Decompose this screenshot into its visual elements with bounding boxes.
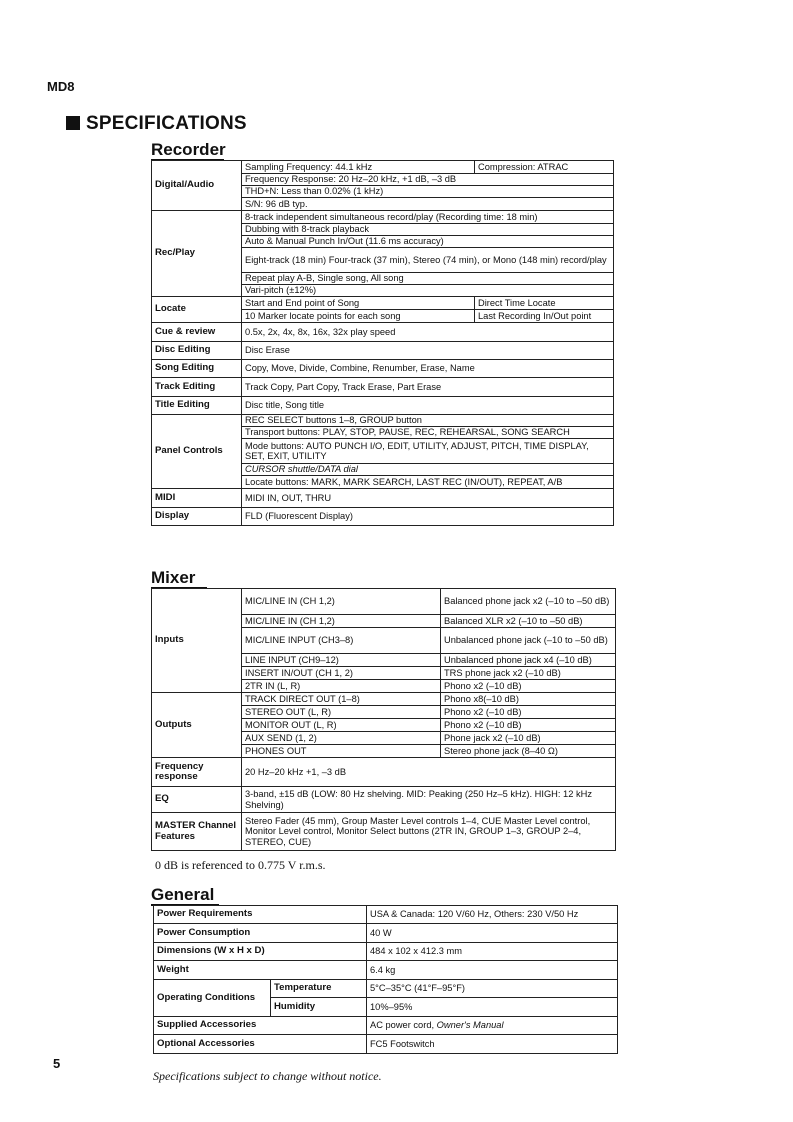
temperature-value: 5°C–35°C (41°F–95°F) [367, 980, 618, 998]
general-heading: General [151, 885, 215, 904]
song-editing-label: Song Editing [152, 360, 242, 378]
temperature-label: Temperature [271, 980, 367, 998]
output-name: AUX SEND (1, 2) [242, 732, 441, 745]
reference-note: 0 dB is referenced to 0.775 V r.m.s. [155, 858, 326, 872]
input-name: MIC/LINE IN (CH 1,2) [242, 589, 441, 615]
signal-to-noise: S/N: 96 dB typ. [242, 198, 614, 211]
weight-value: 6.4 kg [367, 961, 618, 980]
power-requirements-value: USA & Canada: 120 V/60 Hz, Others: 230 V/50 Hz [367, 906, 618, 924]
section-title [66, 113, 247, 135]
output-name: TRACK DIRECT OUT (1–8) [242, 693, 441, 706]
output-value: Phone jack x2 (–10 dB) [441, 732, 616, 745]
output-value: Phono x8(–10 dB) [441, 693, 616, 706]
input-value: TRS phone jack x2 (–10 dB) [441, 667, 616, 680]
power-consumption-label: Power Consumption [154, 924, 367, 943]
display-value: FLD (Fluorescent Display) [242, 508, 614, 526]
output-name: PHONES OUT [242, 745, 441, 758]
input-name: LINE INPUT (CH9–12) [242, 654, 441, 667]
locate-start-end: Start and End point of Song [242, 297, 475, 310]
panel-controls-label: Panel Controls [152, 415, 242, 489]
disc-editing-label: Disc Editing [152, 342, 242, 360]
disc-editing-value: Disc Erase [242, 342, 614, 360]
eq-label: EQ [152, 787, 242, 813]
digital-audio-label: Digital/Audio [152, 161, 242, 211]
inputs-label: Inputs [152, 589, 242, 693]
humidity-value: 10%–95% [367, 998, 618, 1017]
rec-play-item: Vari-pitch (±12%) [242, 285, 614, 297]
input-value: Phono x2 (–10 dB) [441, 680, 616, 693]
supplied-accessories-plain: AC power cord, [370, 1020, 437, 1031]
square-bullet-icon [66, 116, 80, 130]
track-editing-value: Track Copy, Part Copy, Track Erase, Part Erase [242, 378, 614, 397]
rec-play-item: 8-track independent simultaneous record/play (Recording time: 18 min) [242, 211, 614, 224]
page-number: 5 [53, 1056, 61, 1071]
thd: THD+N: Less than 0.02% (1 kHz) [242, 186, 614, 198]
panel-mode: Mode buttons: AUTO PUNCH I/O, EDIT, UTILITY, ADJUST, PITCH, TIME DISPLAY, SET, EXIT, UTILITY [242, 439, 614, 464]
title-editing-label: Title Editing [152, 397, 242, 415]
dimensions-label: Dimensions (W x H x D) [154, 943, 367, 961]
midi-label: MIDI [152, 489, 242, 508]
mixer-heading: Mixer [151, 568, 196, 587]
output-value: Phono x2 (–10 dB) [441, 719, 616, 732]
model-label: MD8 [47, 79, 75, 94]
rec-play-item: Auto & Manual Punch In/Out (11.6 ms accuracy) [242, 236, 614, 248]
output-value: Phono x2 (–10 dB) [441, 706, 616, 719]
power-consumption-value: 40 W [367, 924, 618, 943]
rec-play-label: Rec/Play [152, 211, 242, 297]
supplied-accessories-value [367, 1017, 618, 1035]
humidity-label: Humidity [271, 998, 367, 1017]
output-value: Stereo phone jack (8–40 Ω) [441, 745, 616, 758]
input-value: Unbalanced phone jack x4 (–10 dB) [441, 654, 616, 667]
section-title-text: SPECIFICATIONS [86, 113, 247, 134]
output-name: MONITOR OUT (L, R) [242, 719, 441, 732]
optional-accessories-label: Optional Accessories [154, 1035, 367, 1054]
title-editing-value: Disc title, Song title [242, 397, 614, 415]
mixer-frequency-label: Frequency response [152, 758, 242, 787]
display-label: Display [152, 508, 242, 526]
panel-rec-select: REC SELECT buttons 1–8, GROUP button [242, 415, 614, 427]
optional-accessories-value: FC5 Footswitch [367, 1035, 618, 1054]
output-name: STEREO OUT (L, R) [242, 706, 441, 719]
recorder-heading: Recorder [151, 140, 226, 159]
input-name: 2TR IN (L, R) [242, 680, 441, 693]
outputs-label: Outputs [152, 693, 242, 758]
locate-direct-time: Direct Time Locate [475, 297, 614, 310]
input-value: Balanced XLR x2 (–10 to –50 dB) [441, 615, 616, 628]
locate-last-recording: Last Recording In/Out point [475, 310, 614, 323]
master-value: Stereo Fader (45 mm), Group Master Level controls 1–4, CUE Master Level control, Monitor Level control, Monitor Select buttons (2TR IN, GROUP 1–3, GROUP 2–4, STEREO, CUE) [242, 813, 616, 851]
sampling-frequency: Sampling Frequency: 44.1 kHz [242, 161, 475, 174]
track-editing-label: Track Editing [152, 378, 242, 397]
cue-review-label: Cue & review [152, 323, 242, 342]
mixer-frequency-value: 20 Hz–20 kHz +1, –3 dB [242, 758, 616, 787]
cue-review-value: 0.5x, 2x, 4x, 8x, 16x, 32x play speed [242, 323, 614, 342]
rec-play-item: Repeat play A-B, Single song, All song [242, 273, 614, 285]
footer-note: Specifications subject to change without notice. [153, 1069, 382, 1083]
rec-play-item: Eight-track (18 min) Four-track (37 min), Stereo (74 min), or Mono (148 min) record/play [242, 248, 614, 273]
locate-markers: 10 Marker locate points for each song [242, 310, 475, 323]
general-table [153, 905, 618, 1054]
input-name: INSERT IN/OUT (CH 1, 2) [242, 667, 441, 680]
panel-cursor: CURSOR shuttle/DATA dial [242, 464, 614, 476]
mixer-table [151, 588, 616, 851]
song-editing-value: Copy, Move, Divide, Combine, Renumber, Erase, Name [242, 360, 614, 378]
supplied-accessories-italic: Owner's Manual [436, 1020, 504, 1031]
frequency-response: Frequency Response: 20 Hz–20 kHz, +1 dB, –3 dB [242, 174, 614, 186]
midi-value: MIDI IN, OUT, THRU [242, 489, 614, 508]
weight-label: Weight [154, 961, 367, 980]
compression: Compression: ATRAC [475, 161, 614, 174]
panel-transport: Transport buttons: PLAY, STOP, PAUSE, REC, REHEARSAL, SONG SEARCH [242, 427, 614, 439]
master-label: MASTER Channel Features [152, 813, 242, 851]
input-value: Unbalanced phone jack (–10 to –50 dB) [441, 628, 616, 654]
power-requirements-label: Power Requirements [154, 906, 367, 924]
locate-label: Locate [152, 297, 242, 323]
recorder-table [151, 160, 614, 526]
operating-conditions-label: Operating Conditions [154, 980, 271, 1017]
dimensions-value: 484 x 102 x 412.3 mm [367, 943, 618, 961]
input-name: MIC/LINE INPUT (CH3–8) [242, 628, 441, 654]
supplied-accessories-label: Supplied Accessories [154, 1017, 367, 1035]
input-value: Balanced phone jack x2 (–10 to –50 dB) [441, 589, 616, 615]
panel-locate-buttons: Locate buttons: MARK, MARK SEARCH, LAST REC (IN/OUT), REPEAT, A/B [242, 476, 614, 489]
input-name: MIC/LINE IN (CH 1,2) [242, 615, 441, 628]
rec-play-item: Dubbing with 8-track playback [242, 224, 614, 236]
eq-value: 3-band, ±15 dB (LOW: 80 Hz shelving. MID: Peaking (250 Hz–5 kHz). HIGH: 12 kHz Shelving) [242, 787, 616, 813]
